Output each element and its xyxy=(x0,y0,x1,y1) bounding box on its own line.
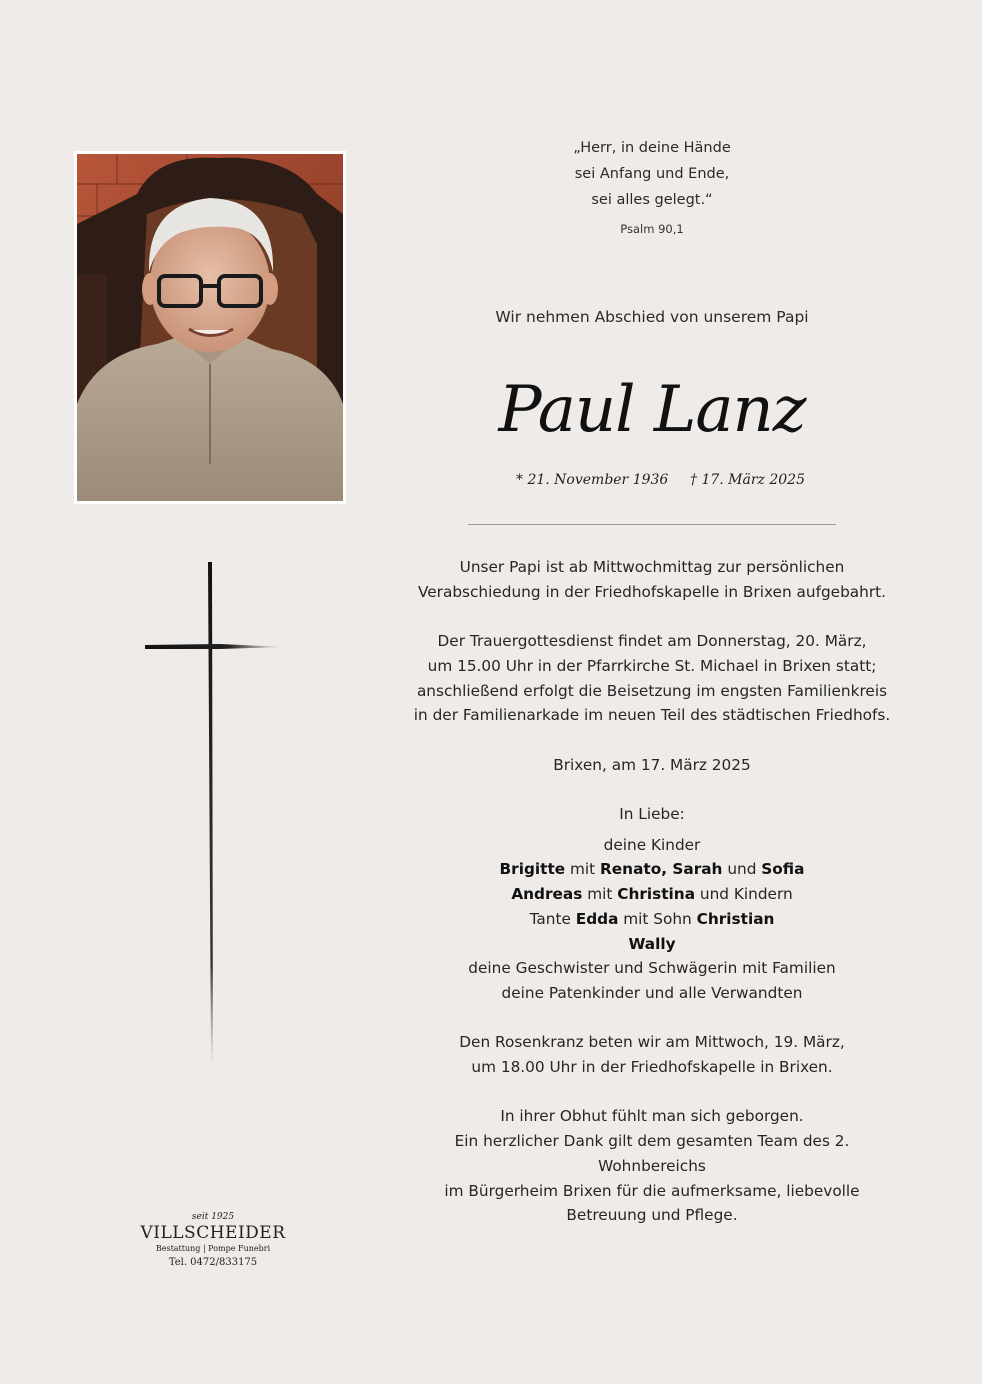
text-line: Verabschiedung in der Friedhofskapelle in Brixen aufgebahrt. xyxy=(417,582,887,601)
mourner-name: Wally xyxy=(628,934,676,953)
divider-line xyxy=(468,524,836,525)
thanks-line: im Bürgerheim Brixen für die aufmerksame, liebevolle xyxy=(444,1181,860,1200)
text-line: Der Trauergottesdienst findet am Donnerstag, 20. März, xyxy=(437,632,867,651)
bible-quote xyxy=(400,135,904,213)
mourner-line xyxy=(400,907,904,932)
mourner-line: deine Kinder xyxy=(603,835,701,854)
mourner-line xyxy=(400,882,904,907)
thanks-line: In ihrer Obhut fühlt man sich geborgen. xyxy=(500,1107,804,1126)
text-line: in der Familienarkade im neuen Teil des städtischen Friedhofs. xyxy=(413,706,891,725)
text-line: anschließend erfolgt die Beisetzung im engsten Familienkreis xyxy=(416,681,888,700)
rosary-line: Den Rosenkranz beten wir am Mittwoch, 19. März, xyxy=(459,1033,845,1052)
mourner-name: Christina xyxy=(617,885,696,904)
logo-subtitle: Bestattung | Pompe Funebri xyxy=(155,1244,271,1253)
mourner-name: Sofia xyxy=(761,860,805,879)
connector-text: und xyxy=(722,860,762,879)
quote-line: sei Anfang und Ende, xyxy=(574,166,730,182)
mourner-line: deine Patenkinder und alle Verwandten xyxy=(501,983,803,1002)
mourner-name: Christian xyxy=(696,909,775,928)
mourner-line xyxy=(400,932,904,957)
connector-text: Tante xyxy=(529,909,576,928)
quote-line: „Herr, in deine Hände xyxy=(573,140,731,156)
mourner-line xyxy=(400,857,904,882)
quote-reference: Psalm 90,1 xyxy=(620,222,684,236)
birth-date: * 21. November 1936 xyxy=(516,472,669,488)
mourner-name: Edda xyxy=(575,909,619,928)
mourner-name: Renato, Sarah xyxy=(600,860,723,879)
connector-text: mit xyxy=(565,860,601,879)
logo-since: seit 1925 xyxy=(191,1212,235,1222)
connector-text: mit Sohn xyxy=(618,909,697,928)
mourner-name: Andreas xyxy=(511,885,583,904)
text-line: um 15.00 Uhr in der Pfarrkirche St. Michael in Brixen statt; xyxy=(427,656,877,675)
portrait-photo xyxy=(77,154,343,501)
death-date: † 17. März 2025 xyxy=(690,472,805,488)
announcement-body xyxy=(400,555,904,1228)
in-love-label: In Liebe: xyxy=(619,804,685,823)
thanks-line: Betreuung und Pflege. xyxy=(566,1206,738,1225)
mourner-line: deine Geschwister und Schwägerin mit Familien xyxy=(468,959,836,978)
deceased-name: Paul Lanz xyxy=(498,373,806,447)
cross-icon xyxy=(140,560,290,1065)
rosary-line: um 18.00 Uhr in der Friedhofskapelle in Brixen. xyxy=(471,1058,833,1076)
place-date: Brixen, am 17. März 2025 xyxy=(553,755,751,774)
intro-line: Wir nehmen Abschied von unserem Papi xyxy=(495,308,809,326)
logo-phone: Tel. 0472/833175 xyxy=(168,1257,258,1268)
mourner-name: Brigitte xyxy=(499,860,566,879)
text-line: Unser Papi ist ab Mittwochmittag zur persönlichen xyxy=(459,558,845,576)
connector-text: und Kindern xyxy=(695,885,793,904)
portrait-photo-frame xyxy=(74,151,346,504)
quote-line: sei alles gelegt.“ xyxy=(591,192,713,208)
logo-name: VILLSCHEIDER xyxy=(140,1223,286,1243)
funeral-home-logo xyxy=(138,1212,288,1271)
connector-text: mit xyxy=(582,885,618,904)
thanks-line: Ein herzlicher Dank gilt dem gesamten Team des 2. Wohnbereichs xyxy=(454,1132,850,1175)
